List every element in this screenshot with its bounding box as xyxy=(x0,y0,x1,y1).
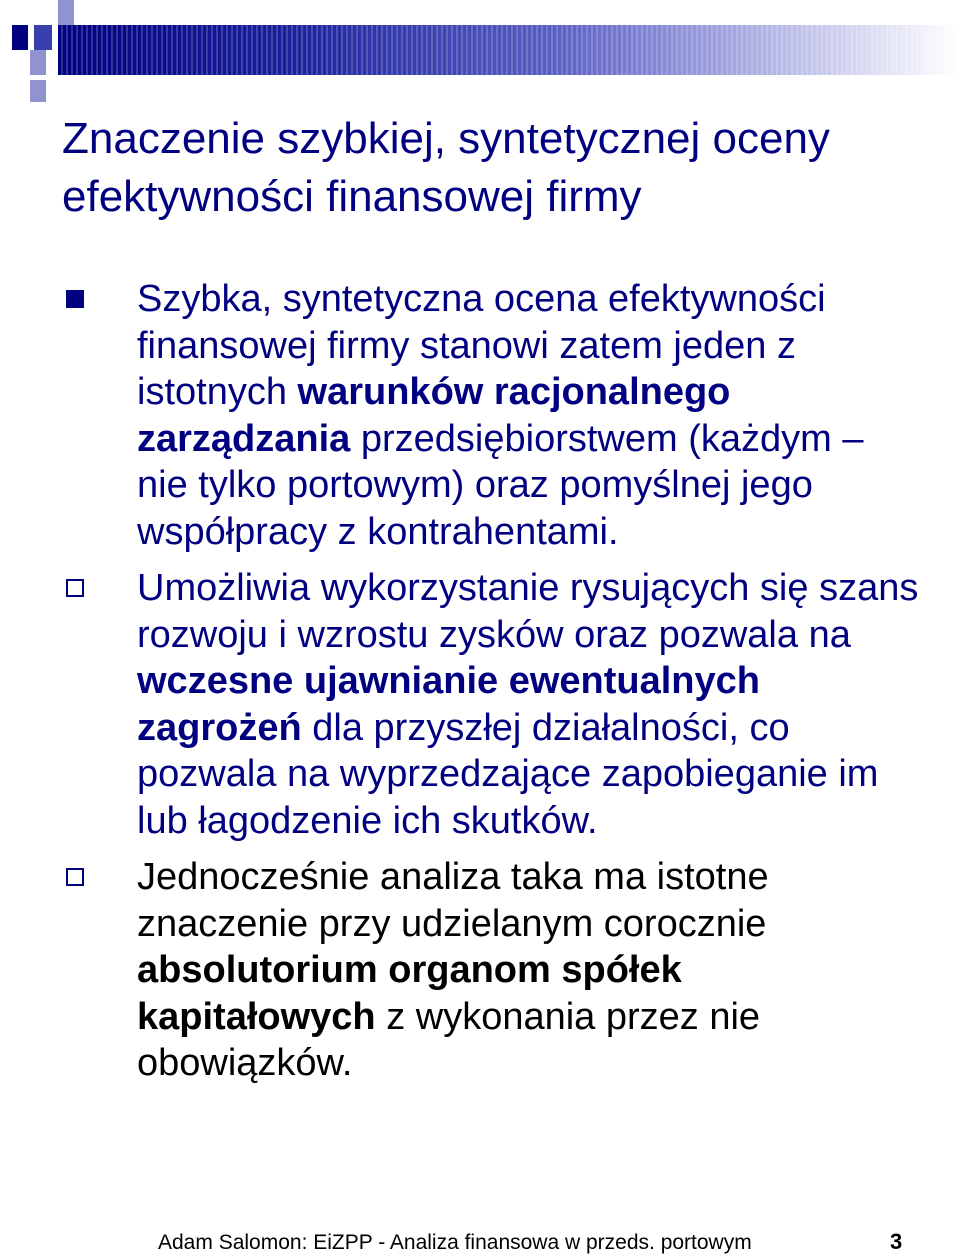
bullet-text-segment: Szybka, syntetyczna ocena efektywności finansowej firmy stanowi zatem jeden z istotnych xyxy=(137,278,826,413)
slide-footer: Adam Salomon: EiZPP - Analiza finansowa w przeds. portowym xyxy=(158,1231,752,1254)
bullet-text-emphasis: wczesne ujawnianie ewentualnych zagrożeń xyxy=(137,660,760,749)
bullet-list xyxy=(0,276,960,1087)
square-bullet-icon xyxy=(66,579,84,597)
deco-square xyxy=(12,25,28,50)
bullet-text-segment: Umożliwia wykorzystanie rysujących się szans rozwoju i wzrostu zysków oraz pozwala na xyxy=(137,567,919,656)
slide-title: Znaczenie szybkiej, syntetycznej oceny efektywności finansowej firmy xyxy=(62,114,830,221)
bullet-item xyxy=(0,565,960,844)
deco-square xyxy=(58,0,74,25)
bullet-text-emphasis: absolutorium organom spółek kapitałowych xyxy=(137,949,682,1038)
bullet-text-segment: z wykonania przez nie obowiązków. xyxy=(137,995,761,1084)
square-bullet-icon xyxy=(66,868,84,886)
bullet-text xyxy=(137,567,918,842)
bullet-text xyxy=(137,278,863,553)
square-bullet-icon xyxy=(66,290,84,308)
bullet-text-emphasis: warunków racjonalnego zarządzania xyxy=(137,371,731,460)
bullet-item xyxy=(0,854,960,1087)
bullet-text-segment: dla przyszłej działalności, co pozwala na wyprzedzające zapobieganie im lub łagodzenie ich skutków. xyxy=(137,706,879,842)
bullet-item xyxy=(0,276,960,555)
page-number: 3 xyxy=(890,1229,903,1254)
bullet-text-segment: przedsiębiorstwem (każdym – nie tylko portowym) oraz pomyślnej jego współpracy z kontrahentami. xyxy=(137,417,864,553)
header-decoration xyxy=(0,0,960,105)
deco-square xyxy=(34,25,52,50)
deco-square xyxy=(30,80,46,102)
header-gradient-bar xyxy=(58,25,960,75)
deco-square xyxy=(30,50,46,75)
bullet-text-segment: Jednocześnie analiza taka ma istotne znaczenie przy udzielanym corocznie xyxy=(137,856,769,945)
bullet-text xyxy=(137,856,769,1084)
